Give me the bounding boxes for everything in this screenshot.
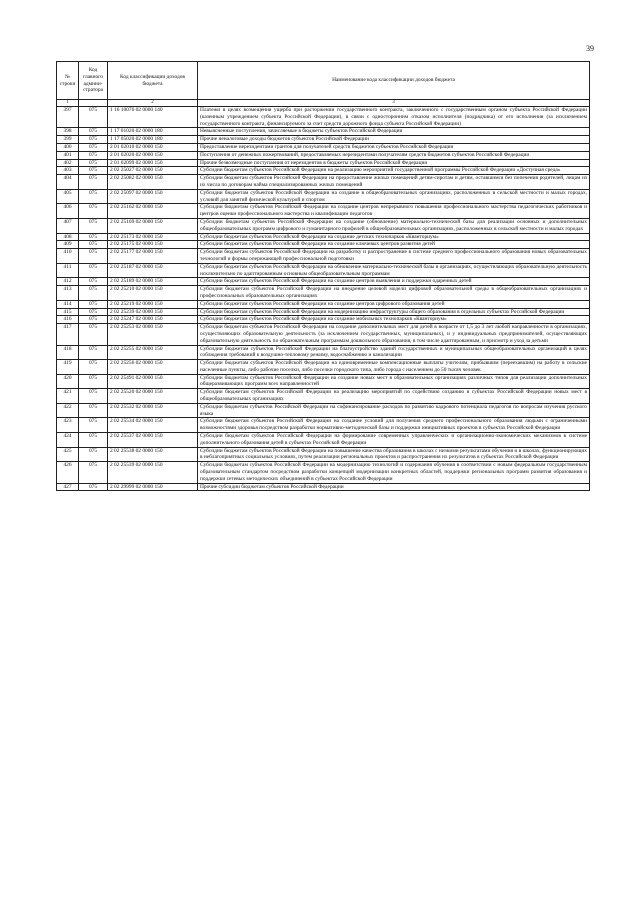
admin-code-cell: 075	[79, 324, 108, 345]
classification-name-cell: Субсидии бюджетам субъектов Российской Федерации на создание дополнительных мест для детей в возрасте от 1,5 до 3 лет любой направленности в организациях, осуществляющих образовательную деятельность (за исключением государственных, муниципальных), и у индивидуальных предпринимателей, осуществляющих образовательную деятельность по образовательным программам дошкольного образования, в том числе адаптированным, и присмотр и уход за детьми	[198, 324, 590, 345]
row-number-cell: 418	[57, 345, 79, 360]
classification-code-cell: 2 02 25175 02 0000 150	[108, 241, 198, 249]
admin-code-cell: 075	[79, 345, 108, 360]
admin-code-cell: 075	[79, 360, 108, 375]
classification-name-cell: Поступления от денежных пожертвований, предоставляемых нерезидентами получателям средств бюджетов субъектов Российской Федерации	[198, 151, 590, 159]
classification-name-cell: Субсидии бюджетам субъектов Российской Федерации на реализацию мероприятий по содействию созданию в субъектах Российской Федерации новых мест в общеобразовательных организациях	[198, 389, 590, 404]
admin-code-cell: 075	[79, 136, 108, 144]
classification-code-cell: 2 01 02020 02 0000 150	[108, 151, 198, 159]
admin-code-cell: 075	[79, 374, 108, 389]
row-number-cell: 413	[57, 286, 79, 301]
table-row	[57, 433, 590, 448]
row-number-cell: 406	[57, 204, 79, 219]
admin-code-cell: 075	[79, 159, 108, 167]
classification-name-cell: Субсидии бюджетам субъектов Российской Федерации на создание центров выявления и поддержки одаренных детей	[198, 278, 590, 286]
table-row	[57, 233, 590, 241]
header-classification-name: Наименование кода классификации доходов бюджета	[198, 62, 590, 100]
classification-code-cell: 2 02 25491 02 0000 150	[108, 374, 198, 389]
classification-name-cell: Субсидии бюджетам субъектов Российской Федерации на создание мобильных технопарков «Кванториум»	[198, 316, 590, 324]
classification-code-cell: 2 02 25189 02 0000 150	[108, 278, 198, 286]
classification-name-cell: Субсидии бюджетам субъектов Российской Федерации на создание условий для получения среднего профессионального образования людьми с ограниченными возможностями здоровья посредством разработки нормативно-методической базы и поддержки инициативных проектов в субъектах Российской Федерации	[198, 418, 590, 433]
classification-name-cell: Субсидии бюджетам субъектов Российской Федерации на разработку и распространение в системе среднего профессионального образования новых образовательных технологий и формы опережающей профессиональной подготовки	[198, 249, 590, 264]
row-number-cell: 398	[57, 128, 79, 136]
classification-name-cell: Прочие неналоговые доходы бюджетов субъектов Российской Федерации	[198, 136, 590, 144]
column-number: 2	[108, 100, 198, 107]
row-number-cell: 407	[57, 218, 79, 233]
admin-code-cell: 075	[79, 483, 108, 491]
header-admin-code: Код главного админи-стратора	[79, 62, 108, 100]
classification-code-cell: 2 02 25247 02 0000 150	[108, 316, 198, 324]
table-row	[57, 159, 590, 167]
classification-code-cell: 2 02 25027 02 0000 150	[108, 167, 198, 175]
row-number-cell: 415	[57, 308, 79, 316]
row-number-cell: 401	[57, 151, 79, 159]
table-row	[57, 189, 590, 204]
classification-code-cell: 2 02 25219 02 0000 150	[108, 300, 198, 308]
classification-name-cell: Субсидии бюджетам субъектов Российской Федерации на обновление материально-технической базы в организациях, осуществляющих образовательную деятельность исключительно по адаптированным основным общеобразовательным программам	[198, 263, 590, 278]
table-row	[57, 151, 590, 159]
classification-name-cell: Субсидии бюджетам субъектов Российской Федерации на внедрение целевой модели цифровой образовательной среды в общеобразовательных организациях и профессиональных образовательных организациях	[198, 286, 590, 301]
classification-name-cell: Прочие субсидии бюджетам субъектов Российской Федерации	[198, 483, 590, 491]
table-row	[57, 462, 590, 483]
classification-code-cell: 1 16 10076 02 0000 140	[108, 107, 198, 128]
row-number-cell: 421	[57, 389, 79, 404]
table-row	[57, 204, 590, 219]
classification-code-cell: 2 02 25253 02 0000 150	[108, 324, 198, 345]
table-row	[57, 300, 590, 308]
column-number-empty	[79, 100, 108, 107]
admin-code-cell: 075	[79, 418, 108, 433]
classification-name-cell: Субсидии бюджетам субъектов Российской Федерации на модернизацию инфраструктуры общего образования в отдельных субъектах Российской Федерации	[198, 308, 590, 316]
classification-name-cell: Субсидии бюджетам субъектов Российской Федерации на создание новых мест в образовательных организациях различных типов для реализации дополнительных общеразвивающих программ всех направленностей	[198, 374, 590, 389]
admin-code-cell: 075	[79, 107, 108, 128]
classification-name-cell: Субсидии бюджетам субъектов Российской Федерации на формирование современных управленческих и организационно-экономических механизмов в системе дополнительного образования детей в субъектах Российской Федерации	[198, 433, 590, 448]
row-number-cell: 397	[57, 107, 79, 128]
classification-code-cell: 2 02 25534 02 0000 150	[108, 418, 198, 433]
classification-name-cell: Субсидии бюджетам субъектов Российской Федерации на создание ключевых центров развития детей	[198, 241, 590, 249]
table-body	[57, 107, 590, 491]
classification-name-cell: Субсидии бюджетам субъектов Российской Федерации на модернизацию технологий и содержания обучения в соответствии с новым федеральным государственным образовательным стандартом посредством разработки концепций модернизации конкретных областей, поддержки региональных программ развития образования и поддержки сетевых методических объединений в субъектах Российской Федерации	[198, 462, 590, 483]
admin-code-cell: 075	[79, 189, 108, 204]
row-number-cell: 420	[57, 374, 79, 389]
row-number-cell: 399	[57, 136, 79, 144]
table-row	[57, 345, 590, 360]
row-number-cell: 410	[57, 249, 79, 264]
classification-name-cell: Субсидии бюджетам субъектов Российской Федерации на создание в общеобразовательных организациях, расположенных в сельской местности и малых городах, условий для занятий физической культурой и спортом	[198, 189, 590, 204]
admin-code-cell: 075	[79, 151, 108, 159]
table-row	[57, 278, 590, 286]
row-number-cell: 402	[57, 159, 79, 167]
admin-code-cell: 075	[79, 447, 108, 462]
admin-code-cell: 075	[79, 286, 108, 301]
table-row	[57, 403, 590, 418]
classification-name-cell: Прочие безвозмездные поступления от нерезидентов в бюджеты субъектов Российской Федерации	[198, 159, 590, 167]
admin-code-cell: 075	[79, 316, 108, 324]
column-number-row	[57, 100, 590, 107]
admin-code-cell: 075	[79, 143, 108, 151]
table-row	[57, 241, 590, 249]
classification-code-cell: 2 02 25169 02 0000 150	[108, 218, 198, 233]
classification-code-cell: 2 02 25177 02 0000 150	[108, 249, 198, 264]
classification-name-cell: Субсидии бюджетам субъектов Российской Федерации на создание центров цифрового образования детей	[198, 300, 590, 308]
table-row	[57, 360, 590, 375]
row-number-cell: 424	[57, 433, 79, 448]
table-row	[57, 175, 590, 190]
classification-name-cell: Субсидии бюджетам субъектов Российской Федерации на создание детских технопарков «Кванториум»	[198, 233, 590, 241]
admin-code-cell: 075	[79, 278, 108, 286]
classification-code-cell: 2 02 25520 02 0000 150	[108, 389, 198, 404]
classification-name-cell: Субсидии бюджетам субъектов Российской Федерации на предоставление жилых помещений детям-сиротам и детям, оставшимся без попечения родителей, лицам из их числа по договорам найма специализированных жилых помещений	[198, 175, 590, 190]
classification-code-cell: 2 02 25187 02 0000 150	[108, 263, 198, 278]
page-number: 39	[586, 44, 594, 53]
classification-code-cell: 2 02 29999 02 0000 150	[108, 483, 198, 491]
admin-code-cell: 075	[79, 308, 108, 316]
table-row	[57, 447, 590, 462]
classification-name-cell: Субсидии бюджетам субъектов Российской Федерации на благоустройство зданий государственных и муниципальных общеобразовательных организаций в целях соблюдения требований к воздушно-тепловому режиму, водоснабжению и канализации	[198, 345, 590, 360]
row-number-cell: 417	[57, 324, 79, 345]
admin-code-cell: 075	[79, 167, 108, 175]
row-number-cell: 403	[57, 167, 79, 175]
row-number-cell: 411	[57, 263, 79, 278]
classification-code-cell: 2 02 25255 02 0000 150	[108, 345, 198, 360]
table-row	[57, 286, 590, 301]
table-row	[57, 218, 590, 233]
admin-code-cell: 075	[79, 433, 108, 448]
admin-code-cell: 075	[79, 249, 108, 264]
classification-name-cell: Субсидии бюджетам субъектов Российской Федерации на создание центров непрерывного повышения профессионального мастерства педагогических работников и центров оценки профессионального мастерства и квалификации педагогов	[198, 204, 590, 219]
admin-code-cell: 075	[79, 389, 108, 404]
classification-code-cell: 2 02 25538 02 0000 150	[108, 447, 198, 462]
row-number-cell: 414	[57, 300, 79, 308]
row-number-cell: 400	[57, 143, 79, 151]
classification-code-cell: 1 17 05020 02 0000 180	[108, 136, 198, 144]
row-number-cell: 416	[57, 316, 79, 324]
classification-code-cell: 2 02 25097 02 0000 150	[108, 189, 198, 204]
classification-name-cell: Субсидии бюджетам субъектов Российской Федерации на единовременные компенсационные выплаты учителям, прибывшим (переехавшим) на работу в сельские населенные пункты, либо рабочие поселки, либо поселки городского типа, либо города с населением до 50 тысяч человек	[198, 360, 590, 375]
table-row	[57, 107, 590, 128]
admin-code-cell: 075	[79, 462, 108, 483]
classification-code-cell: 2 02 25173 02 0000 150	[108, 233, 198, 241]
admin-code-cell: 075	[79, 218, 108, 233]
table-row	[57, 136, 590, 144]
table-row	[57, 374, 590, 389]
table-row	[57, 128, 590, 136]
classification-name-cell: Предоставление нерезидентами грантов для получателей средств бюджетов субъектов Российской Федерации	[198, 143, 590, 151]
table-row	[57, 249, 590, 264]
table-row	[57, 143, 590, 151]
table-row	[57, 483, 590, 491]
column-number: 1	[57, 100, 79, 107]
admin-code-cell: 075	[79, 241, 108, 249]
header-row-number: № строки	[57, 62, 79, 100]
classification-name-cell: Платежи в целях возмещения ущерба при расторжении государственного контракта, заключенного с государственным органом субъекта Российской Федерации (казенным учреждением субъекта Российской Федерации), в связи с односторонним отказом исполнителя (подрядчика) от его исполнения (за исключением государственного контракта, финансируемого за счет средств дорожного фонда субъекта Российской Федерации)	[198, 107, 590, 128]
table-header-row	[57, 62, 590, 100]
classification-code-cell: 2 02 25082 02 0000 150	[108, 175, 198, 190]
classification-code-cell: 2 01 02010 02 0000 150	[108, 143, 198, 151]
admin-code-cell: 075	[79, 263, 108, 278]
row-number-cell: 423	[57, 418, 79, 433]
admin-code-cell: 075	[79, 175, 108, 190]
table-row	[57, 389, 590, 404]
row-number-cell: 425	[57, 447, 79, 462]
classification-code-cell: 2 02 25162 02 0000 150	[108, 204, 198, 219]
classification-name-cell: Невыясненные поступления, зачисляемые в бюджеты субъектов Российской Федерации	[198, 128, 590, 136]
row-number-cell: 422	[57, 403, 79, 418]
table-row	[57, 316, 590, 324]
admin-code-cell: 075	[79, 128, 108, 136]
column-number: 3	[198, 100, 590, 107]
classification-code-cell: 2 02 25537 02 0000 150	[108, 433, 198, 448]
table-row	[57, 324, 590, 345]
admin-code-cell: 075	[79, 300, 108, 308]
row-number-cell: 412	[57, 278, 79, 286]
row-number-cell: 408	[57, 233, 79, 241]
classification-code-cell: 1 17 01020 02 0000 180	[108, 128, 198, 136]
row-number-cell: 404	[57, 175, 79, 190]
classification-code-cell: 2 02 25539 02 0000 150	[108, 462, 198, 483]
admin-code-cell: 075	[79, 403, 108, 418]
table-row	[57, 418, 590, 433]
classification-code-cell: 2 02 25532 02 0000 150	[108, 403, 198, 418]
row-number-cell: 419	[57, 360, 79, 375]
classification-code-cell: 2 02 25210 02 0000 150	[108, 286, 198, 301]
admin-code-cell: 075	[79, 204, 108, 219]
table-row	[57, 308, 590, 316]
table-row	[57, 167, 590, 175]
classification-name-cell: Субсидии бюджетам субъектов Российской Федерации на софинансирование расходов по развитию кадрового потенциала педагогов по вопросам изучения русского языка	[198, 403, 590, 418]
classification-name-cell: Субсидии бюджетам субъектов Российской Федерации на реализацию мероприятий государственной программы Российской Федерации «Доступная среда»	[198, 167, 590, 175]
row-number-cell: 427	[57, 483, 79, 491]
admin-code-cell: 075	[79, 233, 108, 241]
header-classification-code: Код классификации доходов бюджета	[108, 62, 198, 100]
classification-name-cell: Субсидии бюджетам субъектов Российской Федерации на повышение качества образования в школах с низкими результатами обучения и в школах, функционирующих в неблагоприятных социальных условиях, путем реализации региональных проектов и распространения их результатов в субъектах Российской Федерации	[198, 447, 590, 462]
row-number-cell: 405	[57, 189, 79, 204]
classification-code-cell: 2 01 02099 02 0000 150	[108, 159, 198, 167]
revenue-classification-table	[56, 61, 590, 491]
row-number-cell: 409	[57, 241, 79, 249]
classification-code-cell: 2 02 25239 02 0000 150	[108, 308, 198, 316]
classification-code-cell: 2 02 25256 02 0000 150	[108, 360, 198, 375]
classification-name-cell: Субсидии бюджетам субъектов Российской Федерации на создание (обновление) материально-технической базы для реализации основных и дополнительных общеобразовательных программ цифрового и гуманитарного профилей в общеобразовательных организациях, расположенных в сельской местности и малых городах	[198, 218, 590, 233]
row-number-cell: 426	[57, 462, 79, 483]
table-row	[57, 263, 590, 278]
